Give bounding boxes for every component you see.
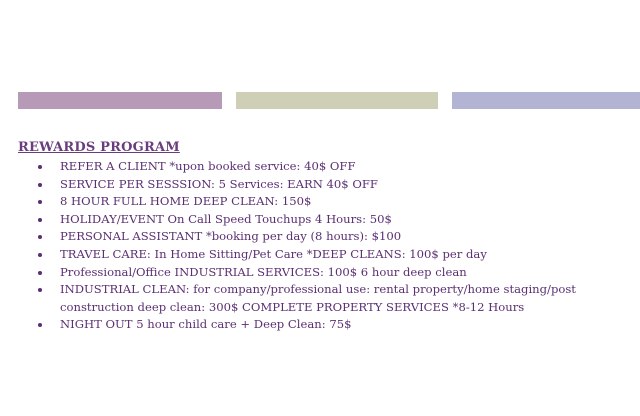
list-item-text: REFER A CLIENT *upon booked service: 40$ OFF bbox=[60, 159, 356, 173]
list-item-text-line-2: construction deep clean: 300$ COMPLETE PROPERTY SERVICES *8-12 Hours bbox=[60, 299, 525, 314]
list-item-text: TRAVEL CARE: In Home Sitting/Pet Care *DEEP CLEANS: 100$ per day bbox=[60, 246, 487, 261]
bullet-icon bbox=[38, 235, 42, 239]
list-item bbox=[38, 264, 634, 282]
list-item bbox=[38, 158, 634, 176]
rewards-program-heading: REWARDS PROGRAM bbox=[18, 140, 180, 155]
list-item bbox=[38, 193, 634, 211]
bullet-icon bbox=[38, 323, 42, 327]
bullet-icon bbox=[38, 200, 42, 204]
list-item-text: Professional/Office INDUSTRIAL SERVICES: 100$ 6 hour deep clean bbox=[60, 264, 467, 279]
list-item-text: PERSONAL ASSISTANT *booking per day (8 hours): $100 bbox=[60, 229, 402, 244]
bullet-icon bbox=[38, 165, 42, 169]
list-item bbox=[38, 228, 634, 246]
list-item-text: HOLIDAY/EVENT On Call Speed Touchups 4 Hours: 50$ bbox=[60, 211, 392, 226]
list-item bbox=[38, 211, 634, 229]
list-item bbox=[38, 281, 634, 316]
bullet-icon bbox=[38, 288, 42, 292]
list-item-text-line-1: INDUSTRIAL CLEAN: for company/professional use: rental property/home staging/post bbox=[60, 282, 576, 297]
list-item bbox=[38, 246, 634, 264]
decorative-band-olive bbox=[236, 92, 438, 109]
bullet-icon bbox=[38, 253, 42, 257]
list-item-text: SERVICE PER SESSSION: 5 Services: EARN 40$ OFF bbox=[60, 176, 378, 191]
rewards-list bbox=[38, 158, 634, 334]
bullet-icon bbox=[38, 183, 42, 187]
bullet-icon bbox=[38, 218, 42, 222]
list-item bbox=[38, 176, 634, 194]
decorative-band-lavender bbox=[452, 92, 640, 109]
list-item-text: 8 HOUR FULL HOME DEEP CLEAN: 150$ bbox=[60, 194, 312, 209]
bullet-icon bbox=[38, 271, 42, 275]
decorative-band-purple bbox=[18, 92, 222, 109]
list-item bbox=[38, 316, 634, 334]
list-item-text: NIGHT OUT 5 hour child care + Deep Clean: 75$ bbox=[60, 317, 352, 332]
